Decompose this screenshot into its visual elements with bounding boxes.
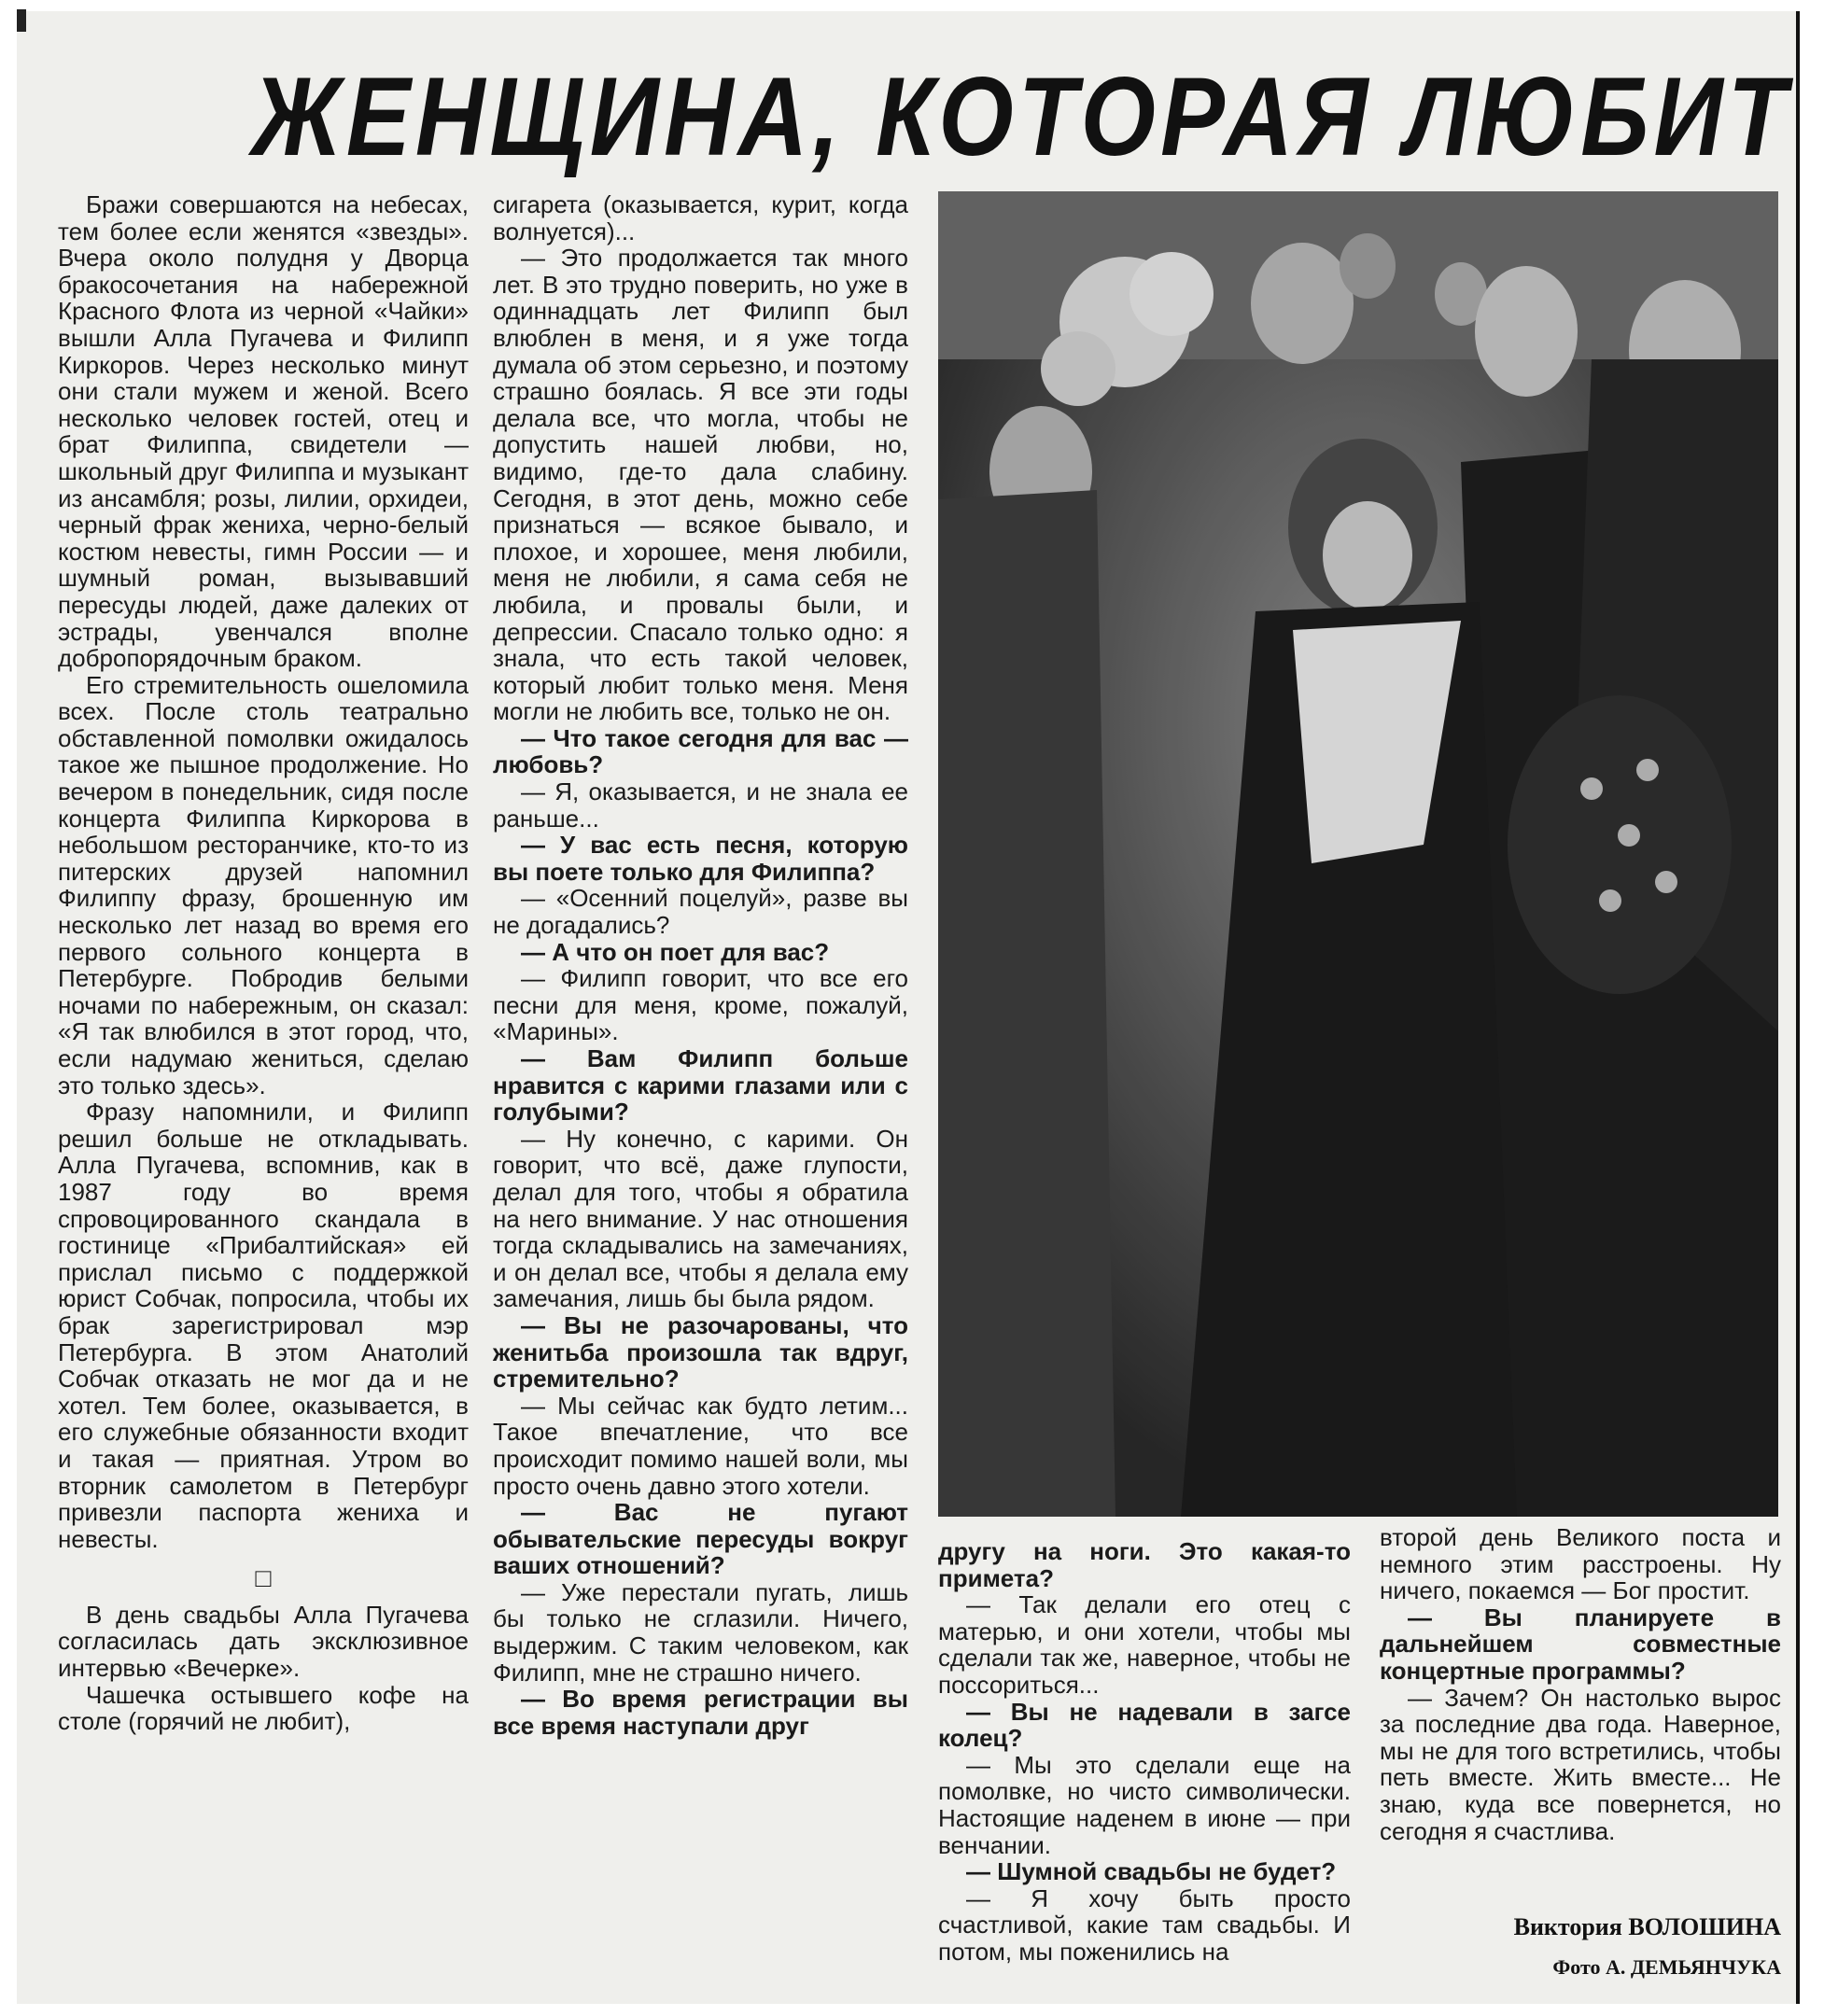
- article-column-2: [493, 191, 908, 1739]
- interview-question: — Вы не разочарованы, что женитьба произошла так вдруг, стремительно?: [493, 1310, 908, 1393]
- paragraph: сигарета (оказывается, курит, когда волнуется)...: [493, 190, 908, 245]
- paragraph: — Мы сейчас как будто летим... Такое впечатление, что все происходит помимо нашей воли, мы просто очень давно этого хотели.: [493, 1391, 908, 1500]
- paragraph: Фразу напомнили, и Филипп решил больше не откладывать. Алла Пугачева, вспомнив, как в 1987 году во время спровоцированного скандала в гостинице «Прибалтийская» ей прислал письмо с поддержкой юрист Собчак, попросила, чтобы их брак зарегистрировал мэр Петербурга. В этом Анатолий Собчак отказать не мог да и не хотел. Тем более, оказывается, в его служебные обязанности входит и такая — приятная. Утром во вторник самолетом в Петербург привезли паспорта жениха и невесты.: [58, 1098, 469, 1553]
- interview-question: — Что такое сегодня для вас — любовь?: [493, 723, 908, 779]
- paragraph: — Мы это сделали еще на помолвке, но чисто символически. Настоящие наденем в июне — при венчании.: [938, 1750, 1351, 1859]
- paragraph: Бражи совершаются на небесах, тем более если женятся «звезды». Вчера около полудня у Дворца бракосочетания на набережной Красного Флота из черной «Чайки» вышли Алла Пугачева и Филипп Киркоров. Через несколько минут они стали мужем и женой. Всего несколько человек гостей, отец и брат Филиппа, свидетели — школьный друг Филиппа и музыкант из ансамбля; розы, лилии, орхидеи, черный фрак жениха, черно-белый костюм невесты, гимн России — и шумный роман, вызывавший пересуды людей, даже далеких от эстрады, увенчался вполне добропорядочным браком.: [58, 190, 469, 673]
- photo-credit: Фото А. ДЕМЬЯНЧУКА: [1552, 1955, 1781, 1979]
- interview-question: другу на ноги. Это какая-то примета?: [938, 1537, 1351, 1592]
- article-column-3: [938, 1538, 1351, 1966]
- paragraph: — Уже перестали пугать, лишь бы только не сглазили. Ничего, выдержим. С таким человеком, как Филипп, мне не страшно ничего.: [493, 1577, 908, 1687]
- interview-question: — Вас не пугают обывательские пересуды вокруг ваших отношений?: [493, 1498, 908, 1580]
- paragraph: — Так делали его отец с матерью, и они хотели, чтобы мы сделали так же, наверное, чтобы не поссориться...: [938, 1590, 1351, 1699]
- section-separator: □: [255, 1563, 272, 1593]
- paragraph: — Зачем? Он настолько вырос за последние два года. Наверное, мы не для того встретились, чтобы петь вместе. Жить вместе... Не знаю, куда все повернется, но сегодня я счастлива.: [1380, 1683, 1781, 1845]
- paragraph: — Я хочу быть просто счастливой, какие там свадьбы. И потом, мы поженились на: [938, 1883, 1351, 1966]
- interview-question: — Во время регистрации вы все время наступали друг: [493, 1685, 908, 1740]
- interview-question: — Вы не надевали в загсе колец?: [938, 1697, 1351, 1753]
- article-column-1: [58, 191, 469, 1735]
- paragraph: второй день Великого поста и немного этим расстроены. Ну ничего, покаемся — Бог простит.: [1380, 1523, 1781, 1605]
- paragraph: — Ну конечно, с карими. Он говорит, что всё, даже глупости, делал для того, чтобы я обратила на него внимание. У нас отношения тогда складывались на замечаниях, и он делал все, чтобы я делала ему замечания, лишь бы была рядом.: [493, 1124, 908, 1313]
- article-column-4: [1380, 1524, 1781, 1844]
- interview-question: — Вам Филипп больше нравится с карими глазами или с голубыми?: [493, 1044, 908, 1127]
- paragraph: Чашечка остывшего кофе на столе (горячий не любит),: [58, 1680, 469, 1736]
- paragraph: — Это продолжается так много лет. В это трудно поверить, но уже в одиннадцать лет Филипп был влюблен в меня, и я уже тогда думала об этом серьезно, и поэтому страшно боялась. Я все эти годы делала все, что могла, чтобы не допустить нашей любви, но, видимо, где-то дала слабину. Сегодня, в этот день, можно себе признаться — всякое бывало, и плохое, и хорошее, меня любили, меня не любили, я сама себя не любила, и провалы были, и депрессии. Спасало только одно: я знала, что есть такой человек, который любит только меня. Меня могли не любить все, только не он.: [493, 244, 908, 726]
- interview-question: — У вас есть песня, которую вы поете только для Филиппа?: [493, 831, 908, 886]
- headline: ЖЕНЩИНА, КОТОРАЯ ЛЮБИТ: [252, 54, 1792, 179]
- interview-question: — Вы планируете в дальнейшем совместные концертные программы?: [1380, 1603, 1781, 1685]
- paragraph: — Я, оказывается, и не знала ее раньше...: [493, 777, 908, 833]
- paragraph: — Филипп говорит, что все его песни для меня, кроме, пожалуй, «Марины».: [493, 964, 908, 1046]
- wedding-photo-image: [938, 191, 1778, 1517]
- wedding-photo: [938, 191, 1778, 1517]
- interview-question: — А что он поет для вас?: [521, 937, 830, 966]
- interview-question: — Шумной свадьбы не будет?: [966, 1857, 1337, 1886]
- paragraph: — «Осенний поцелуй», разве вы не догадались?: [493, 884, 908, 940]
- paragraph: В день свадьбы Алла Пугачева согласилась дать эксклюзивное интервью «Вечерке».: [58, 1600, 469, 1683]
- author-signature: Виктория ВОЛОШИНА: [1513, 1913, 1781, 1940]
- paragraph: Его стремительность ошеломила всех. После столь театрально обставленной помолвки ожидалось такое же пышное продолжение. Но вечером в понедельник, сидя после концерта Филиппа Киркорова в небольшом ресторанчике, кто-то из питерских друзей напомнил Филиппу фразу, брошенную им несколько лет назад во время его первого сольного концерта в Петербурге. Побродив белыми ночами по набережным, он сказал: «Я так влюбился в этот город, что, если надумаю жениться, сделаю это только здесь».: [58, 670, 469, 1099]
- page-edge-mark: [17, 9, 26, 32]
